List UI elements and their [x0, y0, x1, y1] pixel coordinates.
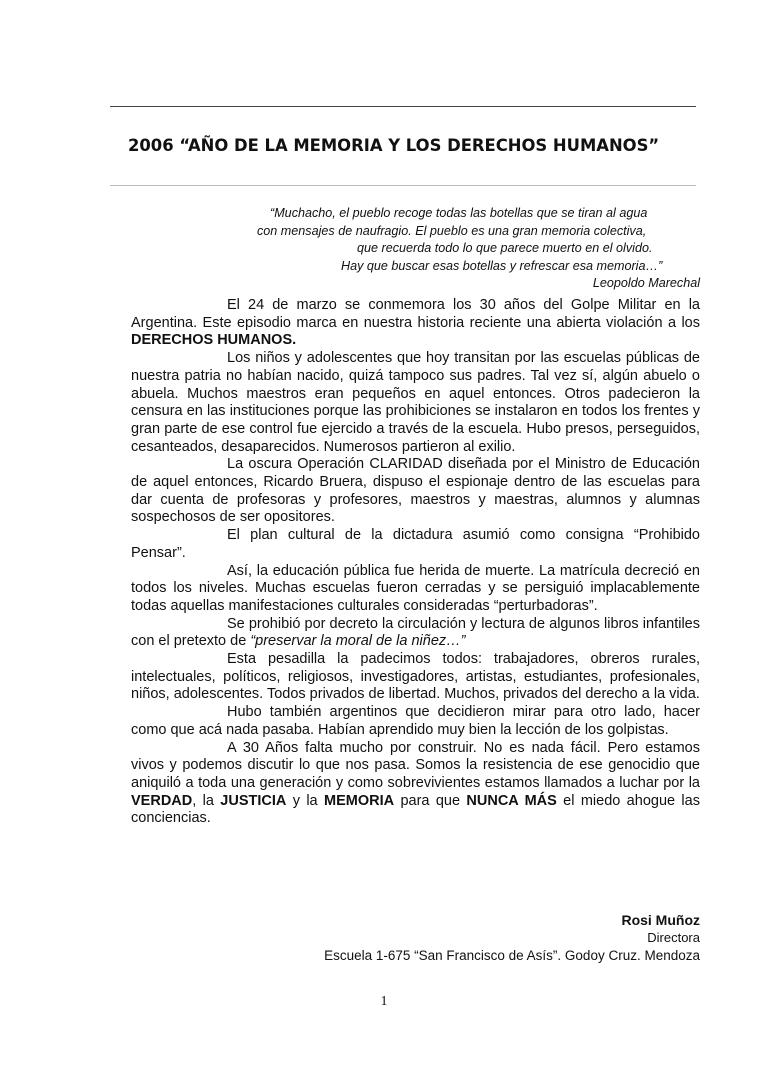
paragraph	[131, 740, 700, 829]
paragraph	[131, 616, 700, 651]
quote-author: Leopoldo Marechal	[592, 276, 700, 291]
paragraph	[131, 704, 700, 739]
paragraph-text: Se prohibió por decreto la circulación y lectura de algunos libros infantiles con el pretexto de	[131, 615, 700, 650]
paragraph-text: El 24 de marzo se conmemora los 30 años del Golpe Militar en la Argentina. Este episodio marca en nuestra historia reciente una abierta violación a los	[131, 297, 700, 331]
paragraph	[131, 456, 700, 527]
signature-block	[131, 912, 700, 964]
paragraph-text: el miedo ahogue las conciencias.	[131, 792, 700, 827]
paragraph-text: , la	[192, 792, 221, 809]
paragraph-text: La oscura Operación CLARIDAD diseñada por el Ministro de Educación de aquel entonces, Ricardo Bruera, dispuso el espionaje dentro de las escuelas para dar cuenta de profesoras y profesores, maestros y maestras, alumnos y alumnas sospechosos de ser opositores.	[131, 456, 700, 526]
emphasis-text: DERECHOS HUMANOS.	[131, 332, 297, 349]
emphasis-text: MEMORIA	[324, 792, 395, 809]
paragraph-text: y la	[286, 792, 324, 809]
epigraph-quote	[200, 205, 700, 293]
quote-line: Hay que buscar esas botellas y refrescar esa memoria…”	[341, 258, 663, 273]
quote-line: “Muchacho, el pueblo recoge todas las botellas que se tiran al agua	[270, 206, 648, 220]
paragraph	[131, 563, 700, 616]
paragraph	[131, 651, 700, 704]
paragraph-text: Esta pesadilla la padecimos todos: trabajadores, obreros rurales, intelectuales, políticos, religiosos, investigadores, artistas, estudiantes, profesionales, niños, adolescentes. Todos privados de libertad. Muchos, privados del derecho a la vida.	[131, 651, 700, 703]
paragraph	[131, 297, 700, 350]
paragraph-text: Así, la educación pública fue herida de muerte. La matrícula decreció en todos los niveles. Muchas escuelas fueron cerradas y se persiguió implacablemente todas aquellas manifestaciones culturales consideradas “perturbadoras”.	[131, 562, 700, 614]
paragraph	[131, 527, 700, 562]
paragraph-text: A 30 Años falta mucho por construir. No es nada fácil. Pero estamos vivos y podemos discutir lo que nos pasa. Somos la resistencia de ese genocidio que aniquiló a toda una generación y como sobrevivientes estamos llamados a luchar por la	[131, 739, 700, 791]
document-title: 2006 “AÑO DE LA MEMORIA Y LOS DERECHOS HUMANOS”	[128, 136, 660, 155]
paragraph-text: Hubo también argentinos que decidieron mirar para otro lado, hacer como que acá nada pasaba. Habían aprendido muy bien la lección de los golpistas.	[131, 704, 700, 738]
title-underline	[110, 185, 696, 186]
paragraph-text: El plan cultural de la dictadura asumió como consigna “Prohibido Pensar”.	[131, 527, 700, 561]
paragraph	[131, 350, 700, 456]
signer-name: Rosi Muñoz	[621, 912, 700, 928]
quote-line: con mensajes de naufragio. El pueblo es una gran memoria colectiva,	[257, 223, 647, 238]
emphasis-text: NUNCA MÁS	[466, 792, 557, 809]
school-name: Escuela 1-675 “San Francisco de Asís”. Godoy Cruz. Mendoza	[324, 947, 700, 963]
signer-role: Directora	[647, 930, 700, 946]
top-rule	[110, 106, 696, 107]
article-body	[131, 297, 700, 828]
emphasis-text: VERDAD	[131, 792, 193, 809]
emphasis-text: JUSTICIA	[220, 792, 287, 809]
quoted-pretext: “preservar la moral de la niñez…”	[250, 633, 466, 650]
paragraph-text: para que	[394, 792, 467, 809]
paragraph-text: Los niños y adolescentes que hoy transitan por las escuelas públicas de nuestra patria no habían nacido, quizá tampoco sus padres. Tal vez sí, algún abuelo o abuela. Muchos maestros eran pequeños en aquel entonces. Otros padecieron la censura en las instituciones porque las prohibiciones se instalaron en todos los frentes y gran parte de ese control fue ejercido a través de la escuela. Hubo presos, perseguidos, cesanteados, desaparecidos. Numerosos partieron al exilio.	[131, 350, 700, 455]
quote-line: que recuerda todo lo que parece muerto en el olvido.	[357, 241, 653, 256]
page-number: 1	[380, 994, 388, 1009]
